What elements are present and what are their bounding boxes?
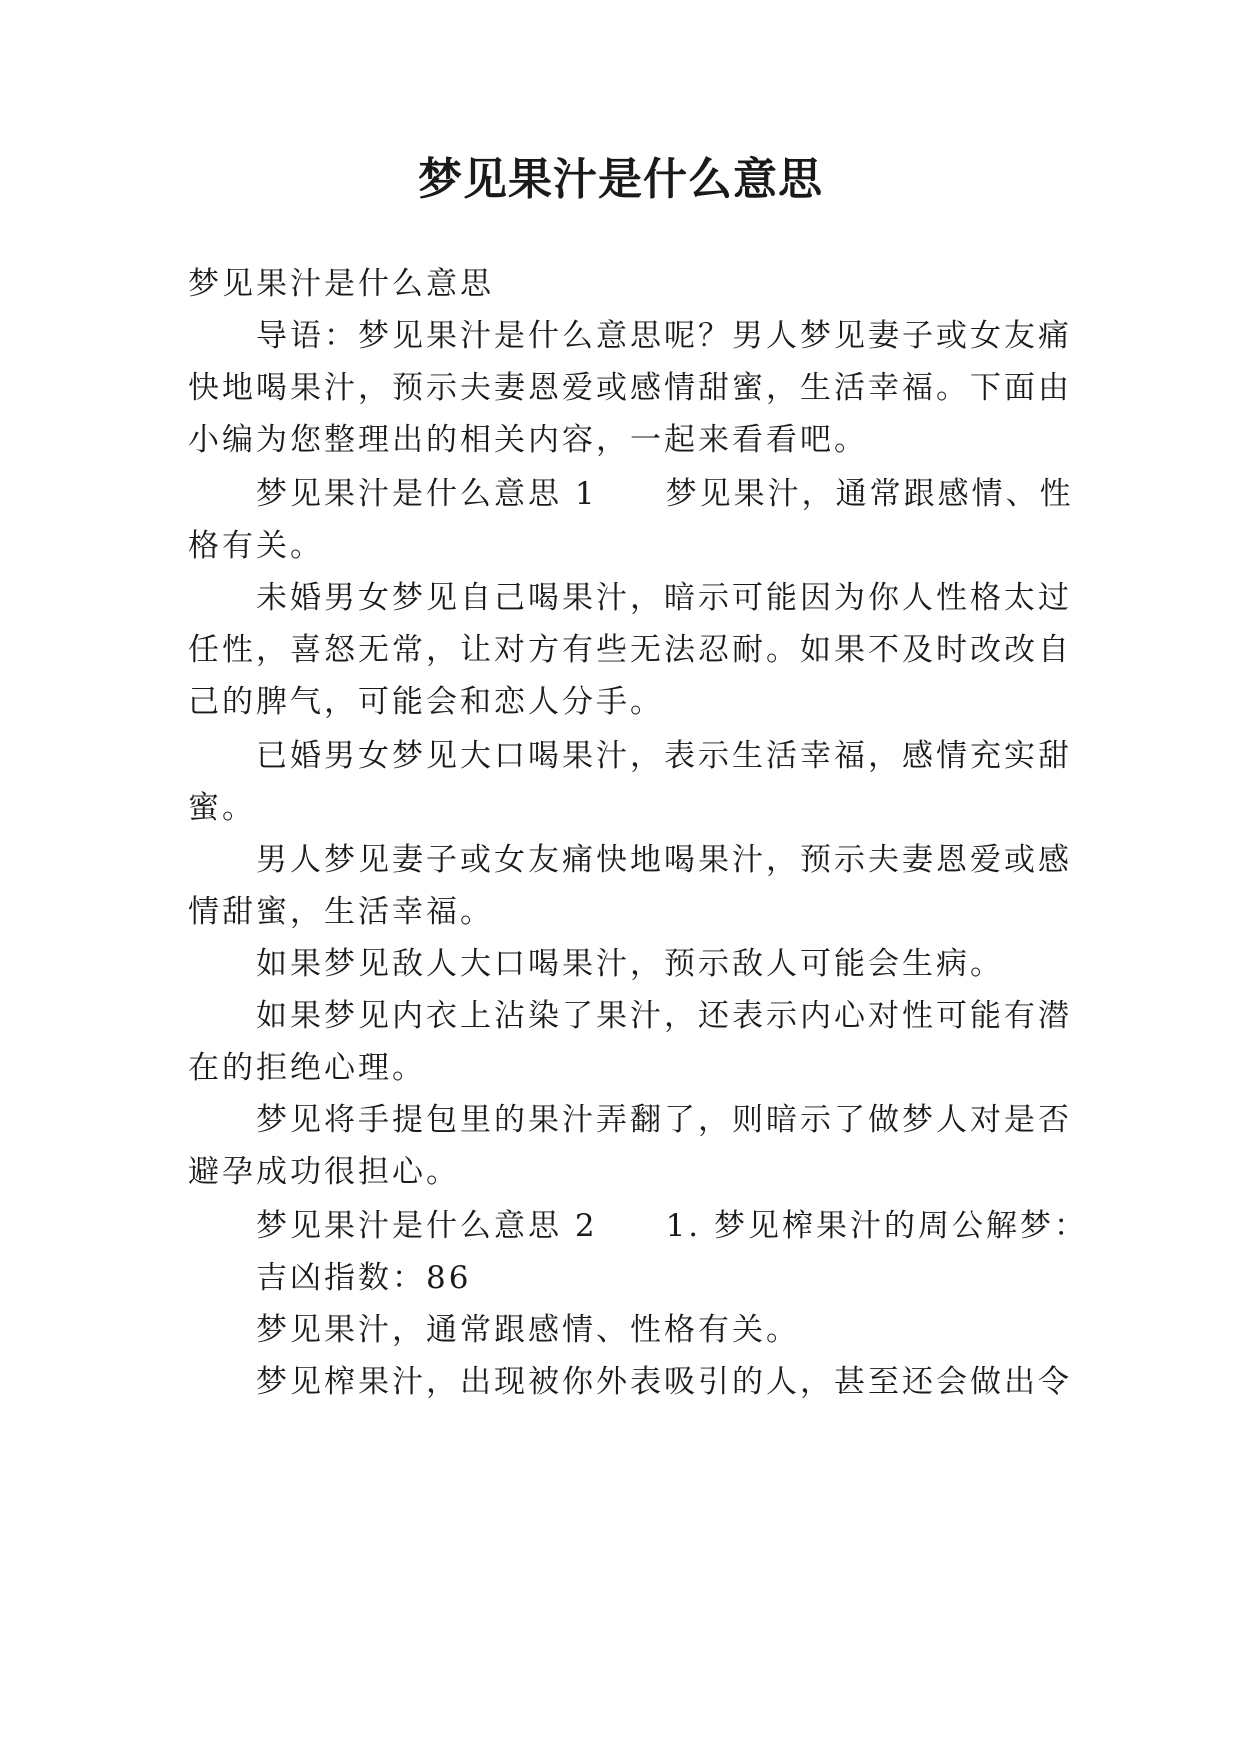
paragraph-line: 如果梦见内衣上沾染了果汁，还表示内心对性可能有潜 (256, 998, 1072, 1034)
paragraph-line: 梦见果汁是什么意思 1 梦见果汁，通常跟感情、性 (256, 476, 1074, 512)
paragraph-line: 男人梦见妻子或女友痛快地喝果汁，预示夫妻恩爱或感 (256, 842, 1072, 878)
paragraph-line: 避孕成功很担心。 (188, 1154, 460, 1190)
paragraph-line: 如果梦见敌人大口喝果汁，预示敌人可能会生病。 (256, 946, 1004, 982)
paragraph-line: 梦见果汁，通常跟感情、性格有关。 (256, 1312, 800, 1348)
paragraph-line: 导语：梦见果汁是什么意思呢？男人梦见妻子或女友痛 (256, 318, 1072, 354)
paragraph-line: 格有关。 (188, 528, 324, 564)
paragraph-line: 梦见将手提包里的果汁弄翻了，则暗示了做梦人对是否 (256, 1102, 1072, 1138)
paragraph-line: 吉凶指数：86 (256, 1260, 472, 1296)
subtitle-line: 梦见果汁是什么意思 (188, 266, 494, 302)
paragraph-line: 己的脾气，可能会和恋人分手。 (188, 684, 664, 720)
paragraph-line: 任性，喜怒无常，让对方有些无法忍耐。如果不及时改改自 (188, 632, 1072, 668)
paragraph-line: 已婚男女梦见大口喝果汁，表示生活幸福，感情充实甜 (256, 738, 1072, 774)
document-title: 梦见果汁是什么意思 (418, 154, 823, 205)
paragraph-line: 未婚男女梦见自己喝果汁，暗示可能因为你人性格太过 (256, 580, 1072, 616)
paragraph-line: 梦见榨果汁，出现被你外表吸引的人，甚至还会做出令 (256, 1364, 1072, 1400)
paragraph-line: 情甜蜜，生活幸福。 (188, 894, 494, 930)
paragraph-line: 快地喝果汁，预示夫妻恩爱或感情甜蜜，生活幸福。下面由 (188, 370, 1072, 406)
paragraph-line: 小编为您整理出的相关内容，一起来看看吧。 (188, 422, 868, 458)
paragraph-line: 在的拒绝心理。 (188, 1050, 426, 1086)
paragraph-line: 蜜。 (188, 790, 256, 826)
paragraph-line: 梦见果汁是什么意思 2 1. 梦见榨果汁的周公解梦： (256, 1208, 1089, 1244)
